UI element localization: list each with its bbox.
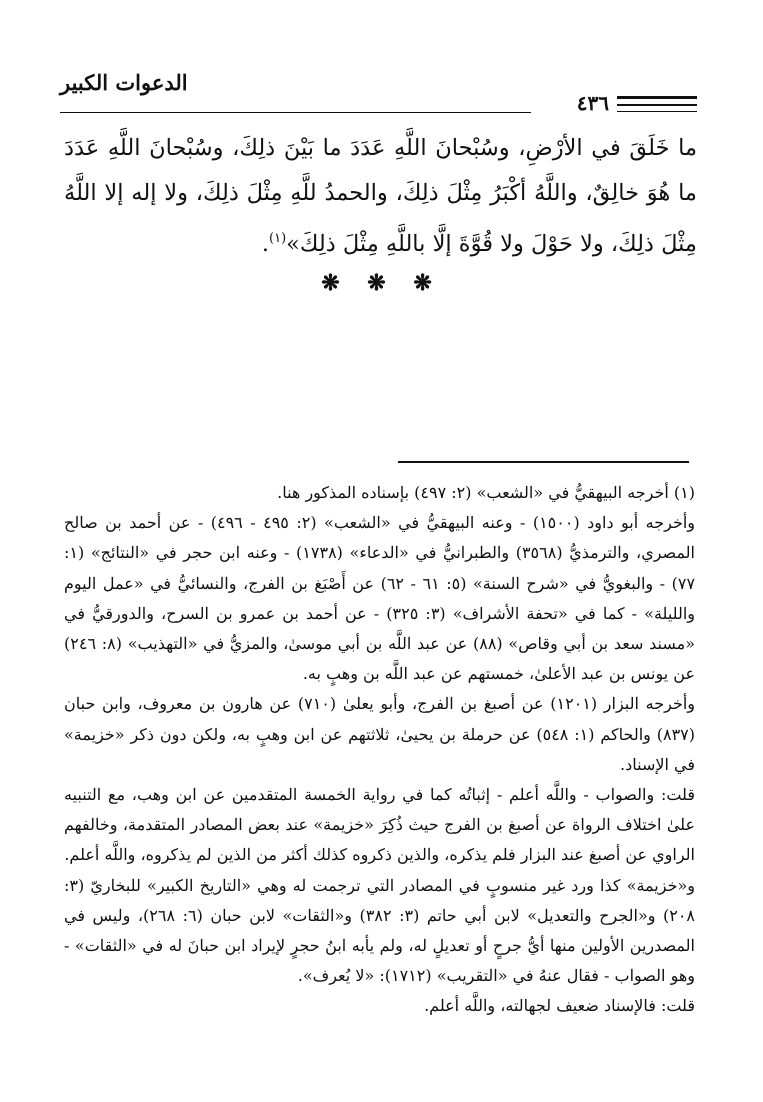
header-rule-line (60, 112, 531, 113)
header-rule-medium (617, 104, 697, 106)
main-text-end: . (261, 231, 269, 257)
header-rule-thick (617, 96, 697, 99)
footnotes (64, 478, 695, 1022)
header-rule-thin (617, 111, 697, 112)
footnote-paragraph: وأخرجه البزار (١٢٠١) عن أصبغ بن الفرج، وأبو يعلىٰ (٧١٠) عن هارون بن معروف، وابن حبان (٨٣٧) والحاكم (١: ٥٤٨) عن حرملة بن يحيىٰ، ثلاثتهم عن ابن وهبٍ به، ولكن دون ذكر «خزيمة» في الإسناد. (64, 694, 696, 774)
footnote-paragraph: وأخرجه أبو داود (١٥٠٠) - وعنه البيهقيُّ في «الشعب» (٢: ٤٩٥ - ٤٩٦) - عن أحمد بن صالح المصري، والترمذيُّ (٣٥٦٨) والطبرانيُّ في «الدعاء» (١٧٣٨) - وعنه ابن حجر في «النتائج» (١: ٧٧) - والبغويُّ في «شرح السنة» (٥: ٦١ - ٦٢) عن أَصْبَغ بن الفرج، والنسائيُّ في «عمل اليوم والليلة» - كما في «تحفة الأشراف» (٣: ٣٢٥) - عن أحمد بن عمرو بن السرح، والدورقيُّ في «مسند سعد بن أبي وقاص» (٨٨) عن عبد اللَّه بن أبي موسىٰ، والمزيُّ في «التهذيب» (٨: ٢٤٦) عن يونس بن عبد الأعلىٰ، خمستهم عن عبد اللَّه بن وهبٍ به. (64, 513, 696, 684)
main-text-body: ما خَلَقَ في الأرْضِ، وسُبْحانَ اللَّهِ عَدَدَ ما بَيْنَ ذلِكَ، وسُبْحانَ اللَّهِ عَدَدَ ما هُوَ خالِقٌ، واللَّهُ أكْبَرُ مِثْلَ ذلِكَ، والحمدُ للَّهِ مِثْلَ ذلِكَ، ولا إله إلا اللَّهُ مِثْلَ ذلِكَ، ولا حَوْلَ ولا قُوَّةَ إلَّا باللَّهِ مِثْلَ ذلِكَ» (64, 135, 697, 257)
footnote-paragraph: (١) أخرجه البيهقيُّ في «الشعب» (٢: ٤٩٧) بإسناده المذكور هنا. (277, 483, 695, 502)
footnote-separator (398, 461, 689, 463)
footnote-paragraph: قلت: والصواب - واللَّه أعلم - إثباتُه كما في رواية الخمسة المتقدمين عن ابن وهب، مع التنبيه علىٰ اختلاف الرواة عن أصبغ بن الفرج حيث ذُكِرَ «خزيمة» عند بعض المصادر المتقدمة، وخالفهم الراوي عن أصبغ عند البزار فلم يذكره، والذين ذكروه كذلك أكثر من الذين لم يذكروه، واللَّه أعلم. (64, 785, 695, 865)
main-text (64, 126, 697, 267)
footnote-reference: (١) (269, 231, 287, 246)
section-ornament: ❋ ❋ ❋ (321, 270, 442, 296)
footnote-paragraph: و«خزيمة» كذا ورد غير منسوبٍ في المصادر التي ترجمت له وهي «التاريخ الكبير» للبخاريّ (٣: ٢٠٨) و«الجرح والتعديل» لابن أبي حاتم (٣: ٣٨٢) و«الثقات» لابن حبان (٦: ٢٦٨)، وليس في المصدرين الأولين منها أيُّ جرحٍ أو تعديلٍ له، ولم يأبه ابنُ حجرٍ لإيراد ابن حبانَ له في «الثقات» - وهو الصواب - فقال عنهُ في «التقريب» (١٧١٢): «لا يُعرف». (64, 875, 696, 986)
running-title: الدعوات الكبير (60, 70, 188, 95)
page-number: ٤٣٦ (576, 91, 609, 115)
footnote-paragraph: قلت: فالإسناد ضعيف لجهالته، واللَّه أعلم. (424, 996, 695, 1016)
